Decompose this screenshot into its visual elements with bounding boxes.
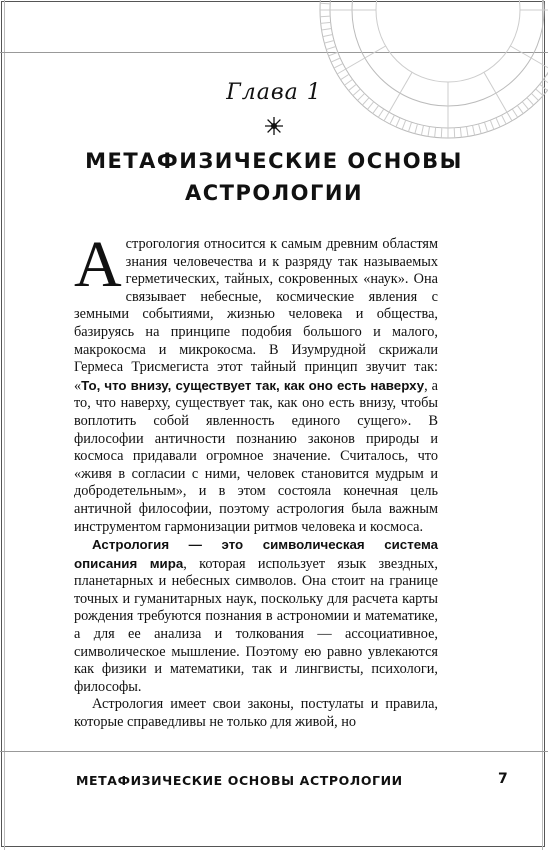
wheel-tick [490, 120, 494, 129]
star-ornament-icon [264, 116, 284, 136]
wheel-tick [337, 69, 346, 74]
zodiac-wheel-ornament [318, 0, 548, 140]
page-number: 7 [498, 771, 508, 787]
paragraph-1-text-a: строгология относится к самым древним областям знания человечества и к разряду так называемых герметических, тайных, сокровенных «наук». Она связывает небесные, космические явления с земными событиями, жизнью человека и общества, базируясь на принципе подобия большого и малого, макрокосма и микрокосма. В Изумрудной скрижали Гермеса Трисмегиста этот тайный принцип звучит так: « [74, 236, 438, 394]
wheel-tick [454, 128, 455, 138]
wheel-tick [517, 105, 523, 113]
paragraph-1-bold-quote: То, что внизу, существует так, как оно есть наверху [81, 377, 425, 393]
wheel-tick [479, 124, 482, 134]
running-footer-title: МЕТАФИЗИЧЕСКИЕ ОСНОВЫ АСТРОЛОГИИ [76, 773, 403, 788]
chapter-label: Глава 1 [226, 80, 322, 105]
wheel-tick [323, 35, 333, 37]
wheel-tick [341, 74, 349, 79]
chapter-title [0, 145, 548, 209]
wheel-tick [460, 127, 461, 137]
wheel-tick [484, 122, 487, 132]
wheel-tick [408, 122, 411, 132]
bottom-rule [0, 751, 548, 752]
wheel-tick [324, 41, 334, 44]
wheel-tick [334, 64, 343, 69]
wheel-tick [329, 52, 338, 56]
wheel-tick [396, 118, 400, 127]
wheel-tick [428, 127, 430, 137]
paragraph-2-bold-definition: Астрология — это символическая система описания мира [74, 537, 438, 571]
wheel-tick [378, 109, 383, 117]
wheel-tick [373, 105, 379, 113]
wheel-spoke [346, 46, 386, 69]
chapter-title-line-1: МЕТАФИЗИЧЕСКИЕ ОСНОВЫ [85, 149, 463, 173]
wheel-tick [384, 112, 389, 121]
paragraph-2-text: , которая использует язык звездных, планетарных и небесных символов. Она стоит на границе точных и гуманитарных наук, поскольку для расчета карты рождения требуются познания в астрономии и математике, а для ее анализа и толкования — ассоциативное, символическое мышление. Поэтому ею равно увлекаются как физики и математики, так и лингвисты, психологи, философы. [74, 555, 439, 695]
wheel-tick [421, 125, 423, 135]
wheel-spoke [510, 46, 548, 69]
chapter-title-line-2: АСТРОЛОГИИ [184, 181, 364, 205]
wheel-tick [473, 125, 475, 135]
paragraph-3: Астрология имеет свои законы, постулаты и правила, которые справедливы не только для живой, но [74, 696, 438, 731]
wheel-tick [322, 28, 332, 30]
wheel-tick [466, 127, 468, 137]
wheel-tick [496, 118, 500, 127]
drop-cap: А [74, 228, 122, 301]
paragraph-1-text-b: , а то, что наверху, существует так, как оно есть внизу, чтобы воплотить собой явленность единого сущего». В философии античности познанию законов природы и космоса придавали огромное значение. Считалось, что «живя в согласии с ними, человек становится мудрым и добродетельным», и в этом состояла конечная цель античной философии, поэтому астрология была важным инструментом гармонизации ритмов человека и космоса. [74, 377, 438, 535]
wheel-tick [326, 46, 336, 49]
wheel-tick [502, 115, 507, 124]
wheel-tick [415, 124, 418, 134]
left-margin-line [4, 0, 5, 850]
wheel-tick [441, 128, 442, 138]
wheel-tick [331, 58, 340, 62]
wheel-tick [320, 3, 330, 4]
wheel-tick [507, 112, 512, 121]
paragraph-2 [74, 536, 438, 696]
body-text [74, 228, 439, 732]
wheel-tick [321, 22, 331, 23]
wheel-tick [512, 109, 517, 117]
wheel-tick [435, 127, 436, 137]
wheel-tick [390, 115, 395, 124]
paragraph-1 [74, 228, 438, 536]
wheel-tick [402, 120, 406, 129]
wheel-tick [320, 16, 330, 17]
